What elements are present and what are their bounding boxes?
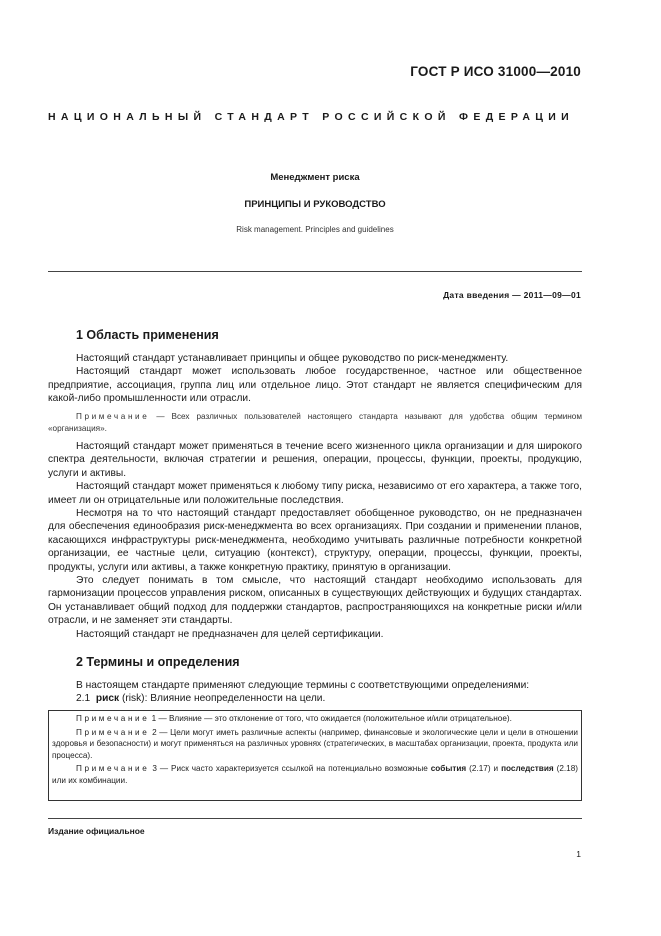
note-3-text-a: 3 — Риск часто характеризуется ссылкой на потенциально возможные <box>149 764 431 774</box>
term-word: риск <box>95 693 120 705</box>
header-divider <box>48 271 582 272</box>
paragraph: Настоящий стандарт не предназначен для целей сертификации. <box>76 628 384 640</box>
date-of-introduction: Дата введения — 2011—09—01 <box>443 290 581 300</box>
paragraph: Настоящий стандарт может применяться к любому типу риска, независимо от его характера, а также того, имеет ли он отрицательные или положительные последствия. <box>48 481 582 506</box>
term-definition-text: (risk): Влияние неопределенности на цели. <box>119 693 326 705</box>
notes-box-content <box>52 713 578 789</box>
note-label: Примечание <box>76 412 150 421</box>
section-1-body-b <box>48 440 582 641</box>
footer-divider <box>48 818 582 819</box>
note-label: Примечание <box>76 764 150 774</box>
section-1-heading: 1 Область применения <box>76 328 219 342</box>
section-1-note <box>48 411 582 435</box>
note-label: Примечание <box>76 714 150 723</box>
document-code: ГОСТ Р ИСО 31000—2010 <box>410 64 581 79</box>
title-subject: Менеджмент риска <box>270 172 360 183</box>
note-1-text: 1 — Влияние — это отклонение от того, что ожидается (положительное и/или отрицательное). <box>149 714 512 723</box>
term-reference-event: события <box>430 764 467 774</box>
title-english: Risk management. Principles and guidelines <box>236 225 394 234</box>
note-label: Примечание <box>76 727 150 737</box>
section-2-heading: 2 Термины и определения <box>76 655 240 669</box>
national-standard-banner: НАЦИОНАЛЬНЫЙ СТАНДАРТ РОССИЙСКОЙ ФЕДЕРАЦИИ <box>48 111 575 123</box>
term-reference-consequence: последствия <box>501 764 554 774</box>
title-main: ПРИНЦИПЫ И РУКОВОДСТВО <box>244 199 386 210</box>
note-text: — Всех различных пользователей настоящего стандарта называют для удобства общим термином «организация». <box>48 412 582 433</box>
paragraph: Несмотря на то что настоящий стандарт предоставляет обобщенное руководство, он не предназначен для обеспечения единообразия риск-менеджмента во всех организациях. При создании и применении планов, касающихся инфраструктуры риск-менеджмента, необходимо учитывать различные потребности конкретной организации, ее частные цели, ситуацию (контекст), структуру, операции, процессы, функции, проекты, продукты, услуги или активы, а также конкретную практику, принятую в организации. <box>48 508 582 573</box>
paragraph: В настоящем стандарте применяют следующие термины с соответствующими определениями: <box>76 680 530 691</box>
note-3-text-b: (2.17) и <box>466 764 502 774</box>
paragraph: Настоящий стандарт может применяться в течение всего жизненного цикла организации и для широкого спектра деятельности, включая стратегии и решения, операции, процессы, функции, проекты, продукцию, услуги и активы. <box>48 441 582 479</box>
page-number: 1 <box>576 849 581 859</box>
note-2-text: 2 — Цели могут иметь различные аспекты (например, финансовые и экологические цели и цели в отношении здоровья и безопасности) и могут применяться на различных уровнях (стратегических, в масштабах организации, проекта, продукта или процесса). <box>52 727 578 760</box>
term-definition <box>48 692 582 705</box>
paragraph: Настоящий стандарт может использовать любое государственное, частное или общественное предприятие, ассоциация, группа лиц или отдельное лицо. Этот стандарт не является специфическим для какой-либо промышленности или отрасли. <box>48 366 582 405</box>
note-3-text-c: (2.18) или их комбинации. <box>52 764 579 785</box>
edition-label: Издание официальное <box>48 826 145 836</box>
paragraph: Настоящий стандарт устанавливает принципы и общее руководство по риск-менеджменту. <box>76 353 509 364</box>
section-2-body <box>48 679 582 706</box>
section-1-body-a <box>48 352 582 406</box>
paragraph: Это следует понимать в том смысле, что настоящий стандарт необходимо использовать для гармонизации процессов управления риском, описанных в существующих действующих и будущих стандартах. Он устанавливает общий подход для поддержки стандартов, распространяющихся на конкретные риски и/или отрасли, и не заменяет эти стандарты. <box>48 575 582 627</box>
term-number: 2.1 <box>76 693 91 705</box>
